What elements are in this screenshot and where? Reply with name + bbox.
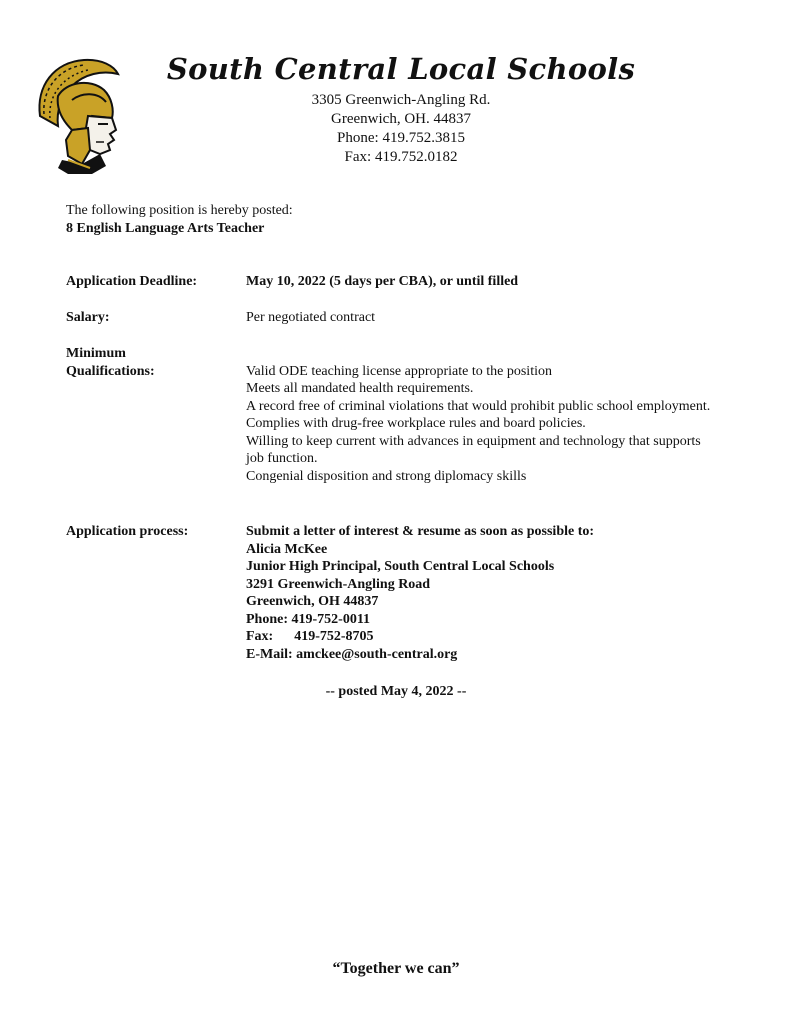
school-name: South Central Local Schools [166, 52, 636, 86]
qualifications-label-line-2: Qualifications: [66, 363, 155, 379]
contact-street: 3291 Greenwich-Angling Road [246, 576, 431, 592]
qualification-item: Complies with drug-free workplace rules and board policies. [246, 416, 586, 431]
contact-name: Alicia McKee [246, 541, 328, 557]
address-line-2: Greenwich, OH. 44837 [331, 111, 471, 127]
contact-fax: Fax: 419-752-8705 [246, 629, 374, 644]
contact-phone: Phone: 419-752-0011 [246, 611, 371, 627]
intro-text: The following position is hereby posted: [66, 203, 293, 218]
application-label: Application process: [66, 524, 189, 539]
school-fax: Fax: 419.752.0182 [344, 149, 458, 165]
position-title: 8 English Language Arts Teacher [66, 221, 265, 236]
deadline-label: Application Deadline: [66, 274, 198, 289]
qualifications-label-line-1: Minimum [66, 346, 126, 361]
posted-date: -- posted May 4, 2022 -- [325, 684, 467, 699]
contact-email: E-Mail: amckee@south-central.org [246, 646, 458, 662]
application-details [246, 523, 716, 663]
deadline-value: May 10, 2022 (5 days per CBA), or until filled [246, 274, 519, 289]
salary-value: Per negotiated contract [246, 310, 376, 325]
contact-city: Greenwich, OH 44837 [246, 594, 379, 609]
qualification-item: Meets all mandated health requirements. [246, 381, 474, 396]
qualifications-list [246, 363, 716, 486]
qualification-item: Willing to keep current with advances in equipment and technology that supports job function. [246, 433, 701, 466]
school-address [5, 91, 792, 167]
qualification-item: A record free of criminal violations that would prohibit public school employment. [246, 398, 711, 414]
qualification-item: Congenial disposition and strong diplomacy skills [246, 468, 527, 484]
contact-title: Junior High Principal, South Central Local Schools [246, 559, 555, 574]
school-motto: “Together we can” [332, 960, 460, 977]
posting-intro [66, 202, 293, 238]
qualification-item: Valid ODE teaching license appropriate to the position [246, 363, 552, 379]
application-instruction: Submit a letter of interest & resume as soon as possible to: [246, 524, 595, 539]
school-phone: Phone: 419.752.3815 [337, 130, 465, 146]
qualifications-label [66, 345, 155, 380]
salary-label: Salary: [66, 310, 110, 325]
address-line-1: 3305 Greenwich-Angling Rd. [311, 92, 491, 108]
